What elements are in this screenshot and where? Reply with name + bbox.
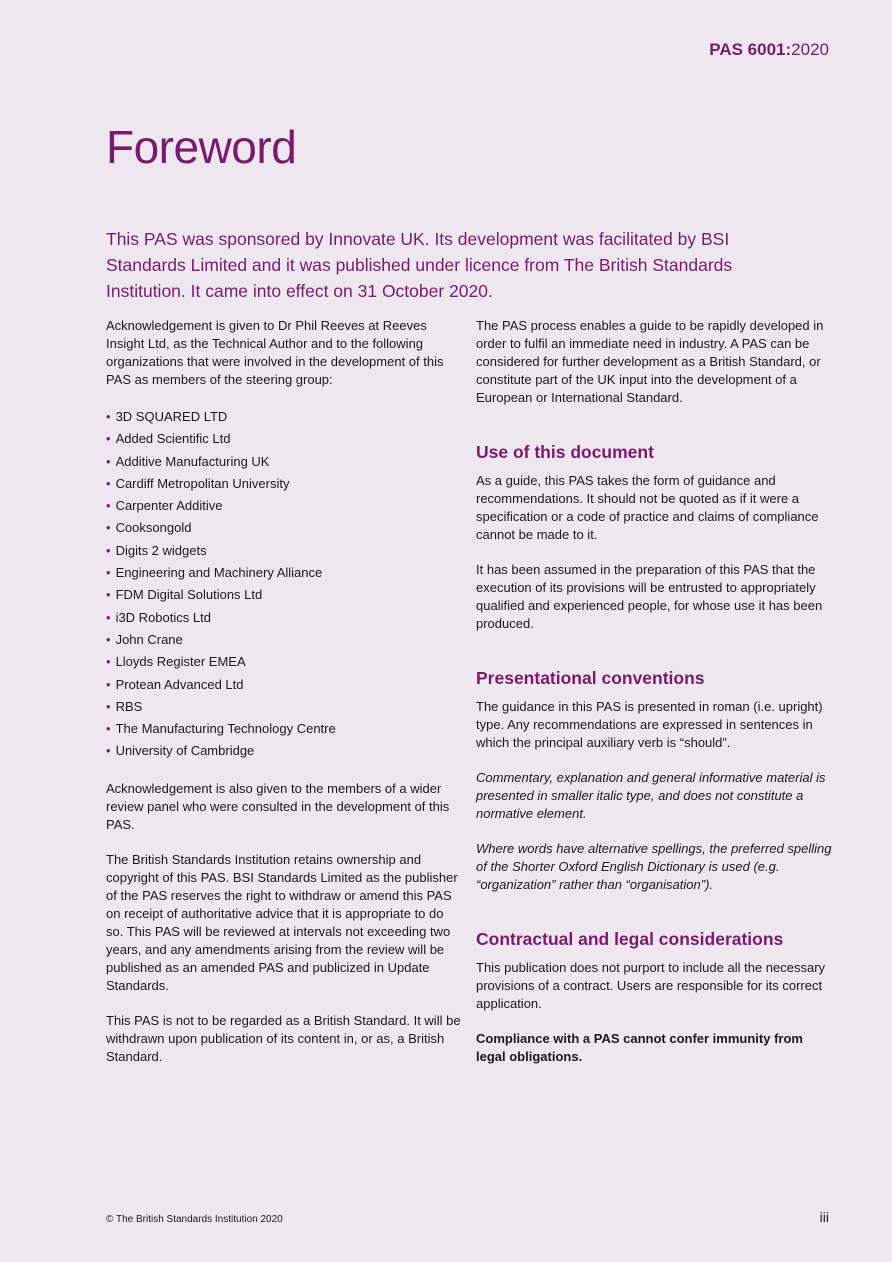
copyright-footer: © The British Standards Institution 2020 bbox=[106, 1214, 283, 1225]
page-number: iii bbox=[819, 1209, 829, 1225]
organization-item bbox=[106, 718, 461, 740]
organization-item bbox=[106, 406, 461, 428]
organization-name: Added Scientific Ltd bbox=[115, 431, 231, 447]
organization-name: Protean Advanced Ltd bbox=[115, 676, 244, 692]
document-number: PAS 6001: bbox=[709, 40, 792, 59]
bullet-icon: • bbox=[106, 453, 111, 469]
bullet-icon: • bbox=[106, 431, 111, 447]
organization-name: 3D SQUARED LTD bbox=[115, 409, 228, 424]
organization-name: University of Cambridge bbox=[115, 743, 255, 759]
organization-item bbox=[106, 473, 461, 495]
intro-paragraph: This PAS was sponsored by Innovate UK. Its development was facilitated by BSI Standards Limited and it was published under licence from The British Standards Institution. It came into effect on 31 October 2020. bbox=[106, 229, 733, 301]
bullet-icon: • bbox=[106, 721, 111, 737]
document-year: 2020 bbox=[791, 40, 829, 59]
bullet-icon: • bbox=[106, 475, 111, 491]
ownership-paragraph: The British Standards Institution retains ownership and copyright of this PAS. BSI Standards Limited as the publisher of the PAS reserves the right to withdraw or amend this PAS on receipt of authoritative advice that it is appropriate to do so. This PAS will be reviewed at intervals not exceeding two years, and any amendments arising from the review will be published as an amended PAS and publicized in Update Standards. bbox=[106, 851, 458, 993]
conventions-paragraph-1: The guidance in this PAS is presented in roman (i.e. upright) type. Any recommendations are expressed in sentences in which the principal auxiliary verb is “should”. bbox=[476, 699, 823, 750]
bullet-icon: • bbox=[106, 676, 111, 692]
organization-item bbox=[106, 651, 461, 673]
organization-item bbox=[106, 674, 461, 696]
use-paragraph-1: As a guide, this PAS takes the form of guidance and recommendations. It should not be quoted as if it were a specification or a code of practice and claims of compliance cannot be made to it. bbox=[476, 473, 819, 542]
process-paragraph: The PAS process enables a guide to be rapidly developed in order to fulfil an immediate need in industry. A PAS can be considered for further development as a British Standard, or constitute part of the UK input into the development of a European or International Standard. bbox=[476, 318, 824, 405]
not-standard-paragraph: This PAS is not to be regarded as a British Standard. It will be withdrawn upon publication of its content in, or as, a British Standard. bbox=[106, 1012, 461, 1064]
organization-item bbox=[106, 584, 461, 606]
legal-paragraph-2: Compliance with a PAS cannot confer immunity from legal obligations. bbox=[476, 1031, 803, 1064]
legal-heading: Contractual and legal considerations bbox=[476, 929, 784, 949]
organization-name: Digits 2 widgets bbox=[115, 542, 207, 558]
acknowledgement-intro: Acknowledgement is given to Dr Phil Reeves at Reeves Insight Ltd, as the Technical Author and to the following organizations that were involved in the development of this PAS as members of the steering group: bbox=[106, 318, 444, 387]
organization-name: John Crane bbox=[115, 631, 183, 647]
bullet-icon: • bbox=[106, 498, 111, 514]
organization-name: Engineering and Machinery Alliance bbox=[115, 565, 323, 581]
page-title: Foreword bbox=[106, 121, 297, 173]
conventions-paragraph-2: Commentary, explanation and general informative material is presented in smaller italic type, and does not constitute a normative element. bbox=[476, 770, 826, 821]
bullet-icon: • bbox=[106, 520, 111, 536]
bullet-icon: • bbox=[106, 631, 111, 647]
organization-name: i3D Robotics Ltd bbox=[115, 609, 211, 625]
conventions-heading: Presentational conventions bbox=[476, 668, 705, 688]
organization-list bbox=[106, 406, 461, 763]
organization-name: Lloyds Register EMEA bbox=[115, 654, 246, 670]
acknowledgement-review: Acknowledgement is also given to the members of a wider review panel who were consulted in the development of this PAS. bbox=[106, 780, 450, 832]
legal-paragraph-1: This publication does not purport to include all the necessary provisions of a contract. Users are responsible for its correct application. bbox=[476, 960, 826, 1011]
bullet-icon: • bbox=[106, 743, 111, 759]
organization-item bbox=[106, 517, 461, 539]
bullet-icon: • bbox=[106, 654, 111, 670]
bullet-icon: • bbox=[106, 609, 111, 625]
bullet-icon: • bbox=[106, 698, 111, 714]
conventions-paragraph-3: Where words have alternative spellings, the preferred spelling of the Shorter Oxford English Dictionary is used (e.g. “organization” rather than “organisation”). bbox=[476, 841, 832, 892]
organization-name: Cooksongold bbox=[115, 520, 192, 536]
organization-name: The Manufacturing Technology Centre bbox=[115, 721, 336, 737]
organization-item bbox=[106, 540, 461, 562]
organization-name: RBS bbox=[115, 698, 143, 714]
organization-item bbox=[106, 607, 461, 629]
use-paragraph-2: It has been assumed in the preparation of this PAS that the execution of its provisions will be entrusted to appropriately qualified and experienced people, for whose use it has been produced. bbox=[476, 562, 823, 631]
document-id bbox=[709, 40, 829, 60]
organization-name: FDM Digital Solutions Ltd bbox=[115, 587, 263, 603]
left-column bbox=[106, 317, 461, 1083]
organization-item bbox=[106, 740, 461, 762]
right-column bbox=[476, 317, 836, 1083]
organization-item bbox=[106, 562, 461, 584]
organization-item bbox=[106, 696, 461, 718]
organization-item bbox=[106, 495, 461, 517]
bullet-icon: • bbox=[106, 542, 111, 558]
organization-name: Carpenter Additive bbox=[115, 498, 223, 514]
organization-name: Additive Manufacturing UK bbox=[115, 453, 270, 469]
use-heading: Use of this document bbox=[476, 442, 654, 462]
organization-item bbox=[106, 451, 461, 473]
bullet-icon: • bbox=[106, 409, 111, 424]
organization-name: Cardiff Metropolitan University bbox=[115, 475, 290, 491]
bullet-icon: • bbox=[106, 565, 111, 581]
bullet-icon: • bbox=[106, 587, 111, 603]
organization-item bbox=[106, 629, 461, 651]
organization-item bbox=[106, 428, 461, 450]
